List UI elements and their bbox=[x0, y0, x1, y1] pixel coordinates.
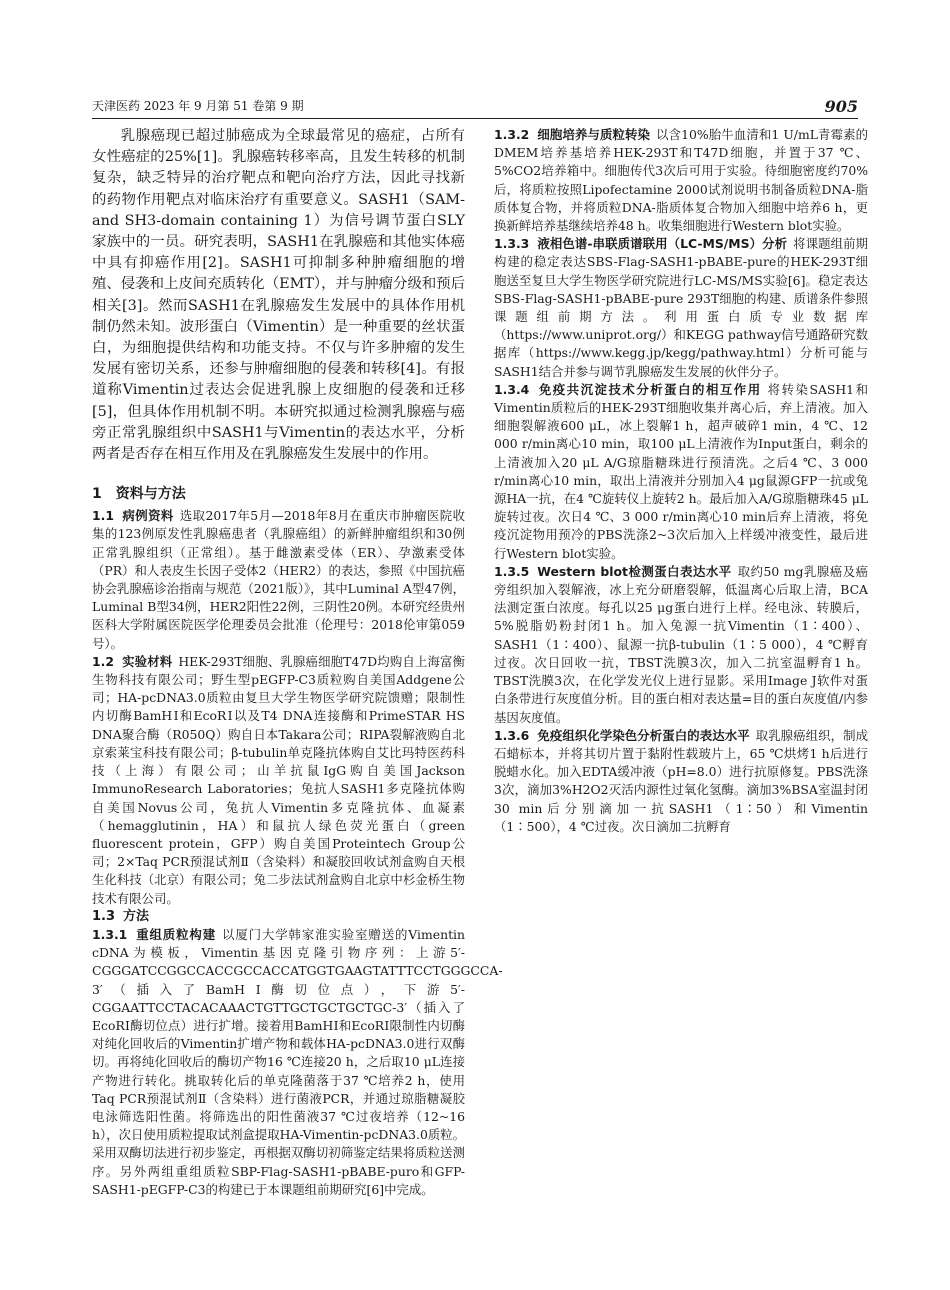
methods-section bbox=[92, 483, 503, 1199]
right-column bbox=[494, 126, 868, 836]
subsection-text: 以厦门大学韩家淮实验室赠送的Vimentin cDNA为模板，Vimentin基因克隆引物序列：上游5′-CGGGATCCGGCCACCGCCACCATGGTGAAGTATTTCCTGGGCCA-3′（插入了BamHⅠ酶切位点），下游5′-CGGAATTCCTACACAAACTGTTGCTGCTGCTGC-3′（插入了EcoRⅠ酶切位点）进行扩增。接着用BamHⅠ和EcoRⅠ限制性内切酶对纯化回收后的Vimentin扩增产物和载体HA-pcDNA3.0进行双酶切。再将纯化回收后的酶切产物16 ℃连接20 h，之后取10 μL连接产物进行转化。挑取转化后的单克隆菌落于37 ℃培养2 h，使用Taq PCR预混试剂Ⅱ（含染料）进行菌液PCR，并通过琼脂糖凝胶电泳筛选阳性菌。将筛选出的阳性菌液37 ℃过夜培养（12~16 h），次日使用质粒提取试剂盒提取HA-Vimentin-pcDNA3.0质粒。采用双酶切法进行初步鉴定，再根据双酶切初筛鉴定结果将质粒送测序。另外两组重组质粒SBP-Flag-SASH1-pBABE-puro和GFP-SASH1-pEGFP-C3的构建已于本课题组前期研究[6]中完成。 bbox=[92, 926, 503, 1197]
subsection-title: Western blot检测蛋白表达水平 bbox=[537, 563, 732, 579]
subsection-text: 将转染SASH1和Vimentin质粒后的HEK-293T细胞收集并离心后，弃上清液。加入细胞裂解液600 μL，冰上裂解1 h，超声破碎1 min，4 ℃、12 000 r/min离心10 min，取100 μL上清液作为Input蛋白，剩余的上清液加入20 μL A/G琼脂糖珠进行预清洗。之后4 ℃、3 000 r/min离心10 min，取出上清液并分别加入4 μg鼠源GFP一抗或兔源HA一抗，在4 ℃旋转仪上旋转2 h。最后加入A/G琼脂糖珠45 μL旋转过夜。次日4 ℃、3 000 r/min离心10 min后弃上清液，将免疫沉淀物用预冷的PBS洗涤2~3次后加入上样缓冲液变性，最后进行Western blot实验。 bbox=[494, 381, 868, 561]
subsection-1-3-2 bbox=[494, 126, 868, 235]
journal-citation: 天津医药 2023 年 9 月第 51 卷第 9 期 bbox=[92, 99, 304, 113]
subsection-number: 1.3 bbox=[92, 908, 116, 924]
running-header bbox=[92, 92, 858, 119]
subsection-1-3-1 bbox=[92, 926, 503, 1199]
subsection-number: 1.3.2 bbox=[494, 127, 530, 142]
subsection-1-3 bbox=[92, 908, 465, 926]
subsection-text: 取乳腺癌组织，制成石蜡标本，并将其切片置于黏附性载玻片上，65 ℃烘烤1 h后进行脱蜡水化。加入EDTA缓冲液（pH=8.0）进行抗原修复。PBS洗涤3次，滴加3%H2O2灭活内源性过氧化氢酶。滴加3%BSA室温封闭30 min后分别滴加一抗SASH1（1∶50）和Vimentin（1∶500），4 ℃过夜。次日滴加二抗孵育 bbox=[494, 727, 869, 834]
subsection-1-3-3 bbox=[494, 235, 868, 381]
subsection-1-1 bbox=[92, 507, 465, 653]
subsection-title: 病例资料 bbox=[121, 508, 174, 524]
subsection-number: 1.3.5 bbox=[494, 563, 530, 579]
subsection-text: 选取2017年5月—2018年8月在重庆市肿瘤医院收集的123例原发性乳腺癌患者（乳腺癌组）的新鲜肿瘤组织和30例正常乳腺组织（正常组）。基于雌激素受体（ER）、孕激素受体（PR）和人表皮生长因子受体2（HER2）的表达，参照《中国抗癌协会乳腺癌诊治指南与规范（2021版）》，其中Luminal A型47例，Luminal B型34例，HER2阳性22例，三阴性20例。本研究经贵州医科大学附属医院医学伦理委员会批准（伦理号：2018伦审第059号）。 bbox=[92, 508, 465, 651]
subsection-number: 1.1 bbox=[92, 508, 114, 524]
subsection-title: 细胞培养与质粒转染 bbox=[537, 127, 651, 142]
subsection-1-3-6 bbox=[494, 727, 868, 836]
subsection-title: 免疫共沉淀技术分析蛋白的相互作用 bbox=[537, 381, 762, 397]
subsection-text: 以含10%胎牛血清和1 U/mL青霉素的DMEM培养基培养HEK-293T和T47D细胞，并置于37 ℃、5%CO2培养箱中。细胞传代3次后可用于实验。待细胞密度约70%后，将质粒按照Lipofectamine 2000试剂说明书制备质粒DNA-脂质体复合物，并将质粒DNA-脂质体复合物加入细胞中培养6 h，更换新鲜培养基继续培养48 h。收集细胞进行Western blot实验。 bbox=[494, 127, 868, 234]
subsection-text: HEK-293T细胞、乳腺癌细胞T47D均购自上海富衡生物科技有限公司；野生型pEGFP-C3质粒购自美国Addgene公司；HA-pcDNA3.0质粒由复旦大学生物医学研究院馈赠；限制性内切酶BamHⅠ和EcoRⅠ以及T4 DNA连接酶和PrimeSTAR HS DNA聚合酶（R050Q）购自日本Takara公司；RIPA裂解液购自北京索莱宝科技有限公司；β-tubulin单克隆抗体购自艾比玛特医药科技（上海）有限公司；山羊抗鼠IgG购自美国Jackson ImmunoResearch Laboratories；兔抗人SASH1多克隆抗体购自美国Novus公司，兔抗人Vimentin多克隆抗体、血凝素（hemagglutinin，HA）和鼠抗人绿色荧光蛋白（green fluorescent protein，GFP）购自美国Proteintech Group公司；2×Taq PCR预混试剂Ⅱ（含染料）和凝胶回收试剂盒购自天根生化科技（北京）有限公司；兔二步法试剂盒购自北京中杉金桥生物技术有限公司。 bbox=[92, 653, 465, 906]
subsection-number: 1.3.4 bbox=[494, 381, 530, 397]
subsection-title: 免疫组织化学染色分析蛋白的表达水平 bbox=[537, 727, 750, 743]
subsection-number: 1.3.1 bbox=[92, 926, 128, 942]
subsection-text: 取约50 mg乳腺癌及癌旁组织加入裂解液，冰上充分研磨裂解，低温离心后取上清，BCA法测定蛋白浓度。每孔以25 μg蛋白进行上样。经电泳、转膜后，5%脱脂奶粉封闭1 h。加入兔源一抗Vimentin（1∶400）、SASH1（1∶400）、鼠源一抗β-tubulin（1∶5 000），4 ℃孵育过夜。次日回收一抗，TBST洗膜3次，加入二抗室温孵育1 h。TBST洗膜3次，在化学发光仪上进行显影。采用Image J软件对蛋白条带进行灰度值分析。目的蛋白相对表达量=目的蛋白灰度值/内参基因灰度值。 bbox=[494, 563, 868, 725]
subsection-title: 液相色谱-串联质谱联用（LC-MS/MS）分析 bbox=[537, 236, 788, 252]
introduction bbox=[92, 126, 465, 465]
subsection-title: 方法 bbox=[123, 908, 150, 924]
subsection-title: 实验材料 bbox=[121, 653, 173, 669]
subsection-1-3-4 bbox=[494, 381, 868, 563]
subsection-text: 将课题组前期构建的稳定表达SBS-Flag-SASH1-pBABE-pure的HEK-293T细胞送至复旦大学生物医学研究院进行LC-MS/MS实验[6]。稳定表达SBS-Flag-SASH1-pBABE-pure 293T细胞的构建、质谱条件参照课题组前期方法。利用蛋白质专业数据库（https://www.uniprot.org/）和KEGG pathway信号通路研究数据库（https://www.kegg.jp/kegg/pathway.html）分析可能与SASH1结合并参与调节乳腺癌发生发展的伙伴分子。 bbox=[494, 236, 869, 379]
subsection-number: 1.3.3 bbox=[494, 236, 530, 252]
subsection-1-3-5 bbox=[494, 563, 868, 727]
subsection-title: 重组质粒构建 bbox=[135, 926, 217, 942]
section-heading: 1 资料与方法 bbox=[92, 486, 186, 503]
left-column bbox=[92, 126, 503, 1199]
page-number: 905 bbox=[824, 97, 858, 116]
subsection-number: 1.3.6 bbox=[494, 727, 530, 743]
subsection-1-2 bbox=[92, 653, 465, 908]
intro-paragraph: 乳腺癌现已超过肺癌成为全球最常见的癌症，占所有女性癌症的25%[1]。乳腺癌转移率高，且发生转移的机制复杂，缺乏特异的治疗靶点和靶向治疗方法，因此寻找新的药物作用靶点对临床治疗有重要意义。SASH1（SAM-and SH3-domain containing 1）为信号调节蛋白SLY家族中的一员。研究表明，SASH1在乳腺癌和其他实体癌中具有抑癌作用[2]。SASH1可抑制多种肿瘤细胞的增殖、侵袭和上皮间充质转化（EMT），并与肿瘤分级和预后相关[3]。然而SASH1在乳腺癌发生发展中的具体作用机制仍然未知。波形蛋白（Vimentin）是一种重要的丝状蛋白，为细胞提供结构和功能支持。不仅与许多肿瘤的发生发展有密切关系，还参与肿瘤细胞的侵袭和转移[4]。有报道称Vimentin过表达会促进乳腺上皮细胞的侵袭和迁移[5]，但具体作用机制不明。本研究拟通过检测乳腺癌与癌旁正常乳腺组织中SASH1与Vimentin的表达水平，分析两者是否存在相互作用及在乳腺癌发生发展中的作用。 bbox=[92, 128, 466, 463]
subsection-number: 1.2 bbox=[92, 653, 114, 669]
